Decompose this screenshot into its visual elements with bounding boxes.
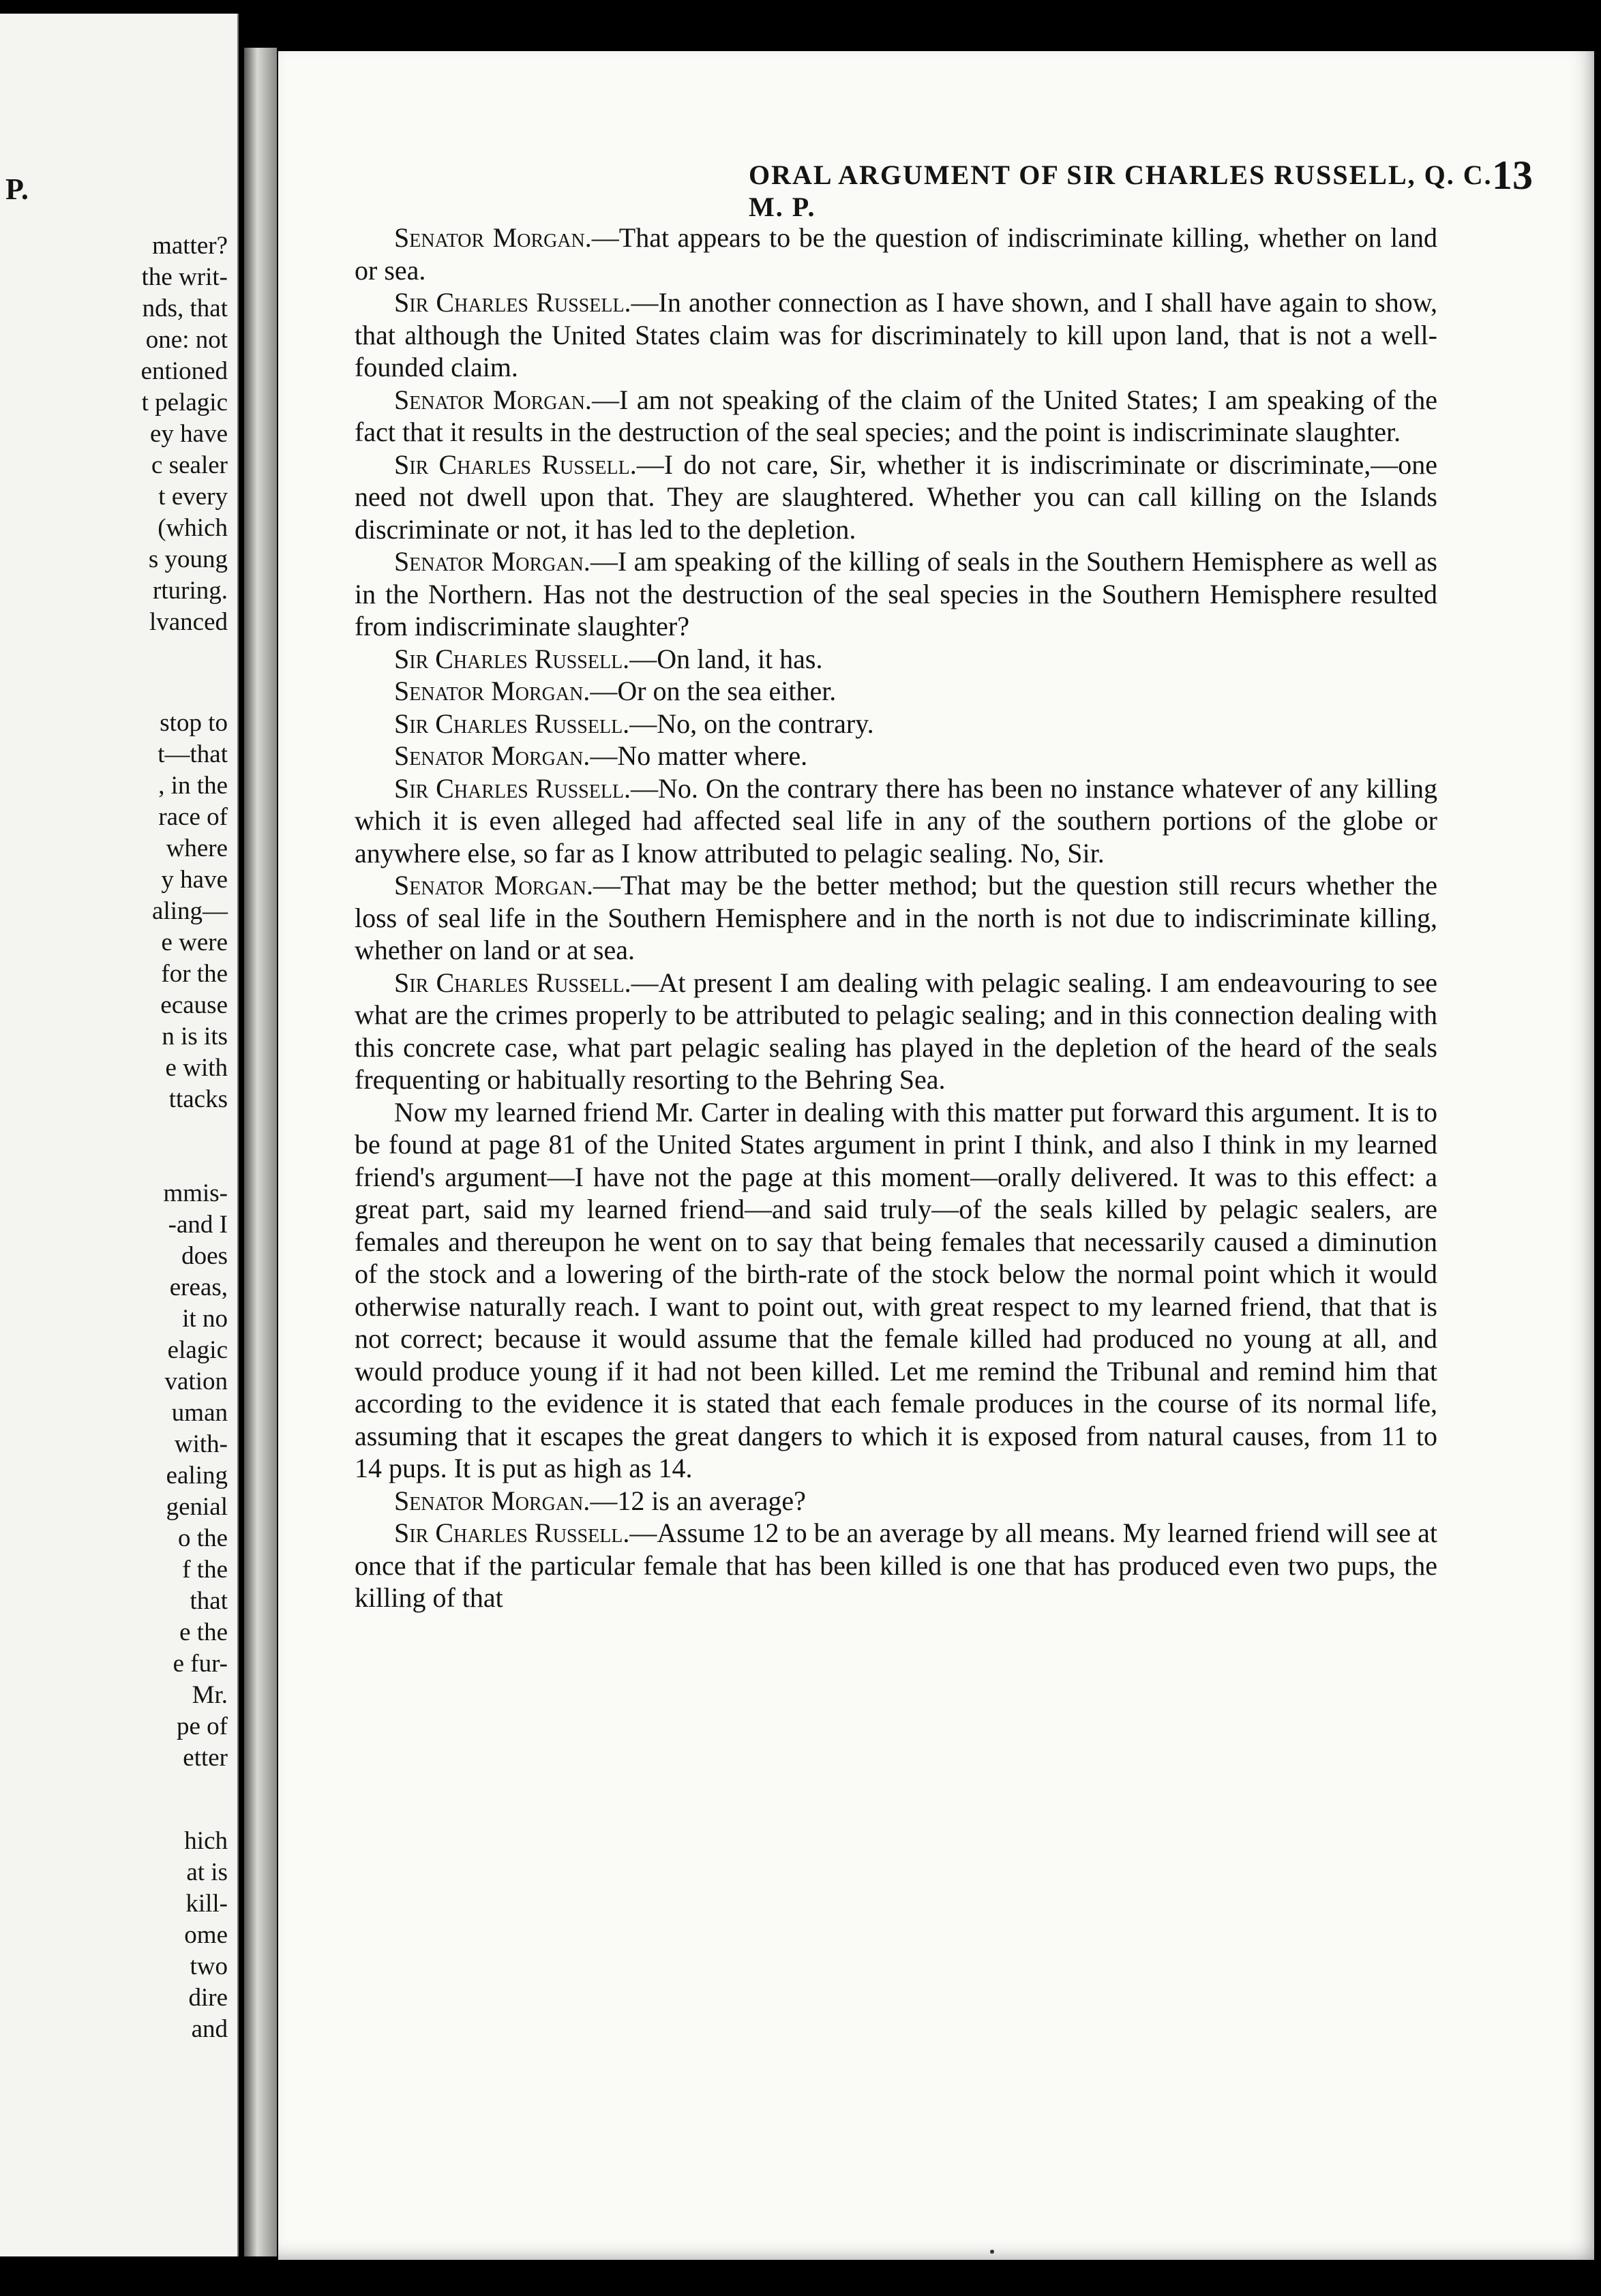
speaker-name: Senator Morgan. [394, 870, 593, 901]
fragment-line: e the [179, 1618, 228, 1646]
transcript-paragraph [355, 1096, 1437, 1485]
fragment-line: , in the [158, 772, 228, 800]
speaker-name: Sir Charles Russell. [394, 772, 631, 804]
fragment-line: where [166, 834, 228, 862]
fragment-line: it no [182, 1305, 228, 1333]
transcript-paragraph [355, 772, 1437, 870]
fragment-line: f the [182, 1556, 228, 1584]
previous-page-column-fragment [163, 1178, 228, 1774]
paragraph-text: —I am not speaking of the claim of the United States; I am speaking of the fact that it results in the destruction of the seal species; and the point is indiscriminate slaughter. [355, 384, 1437, 447]
transcript-paragraph [355, 643, 1437, 676]
paragraph-text: —That appears to be the question of indiscriminate killing, whether on land or sea. [355, 222, 1437, 286]
fragment-line: s young [148, 545, 228, 573]
fragment-line: dire [188, 1984, 228, 2012]
transcript-paragraph [355, 1517, 1437, 1614]
fragment-line: nds, that [142, 294, 228, 322]
paragraph-text: —At present I am dealing with pelagic sealing. I am endeavouring to see what are the crimes properly to be attributed to pelagic sealing; and in this connection dealing with this concrete case, what part pelagic sealing has played in the depletion of the heard of the seals frequenting or habitually resorting to the Behring Sea. [355, 967, 1437, 1095]
transcript-paragraph [355, 449, 1437, 546]
speaker-name: Sir Charles Russell. [394, 967, 631, 998]
paragraph-text: —On land, it has. [629, 643, 823, 674]
paragraph-text: Now my learned friend Mr. Carter in dealing with this matter put forward this argument. It is to be found at page 81 of the United States argument in print I think, and also I think in my learned friend's argument—I have not the page at this moment—orally delivered. It was to this effect: a great part, said my learned friend—and said truly—of the seals killed by pelagic sealers, are females and thereupon he went on to say that being females that necessarily caused a diminution of the stock and a lowering of the birth-rate of the stock below the normal point which it would otherwise naturally reach. I want to point out, with great respect to my learned friend, that that is not correct; because it would assume that the female killed had produced no young at all, and would produce young if it had not been killed. Let me remind the Tribunal and remind him that according to the evidence it is stated that each female produces in the course of its normal life, assuming that it escapes the great dangers to which it is exposed from natural causes, from 11 to 14 pups. It is put as high as 14. [355, 1096, 1437, 1483]
fragment-line: does [181, 1242, 228, 1270]
fragment-line: the writ- [141, 263, 228, 291]
speaker-name: Senator Morgan. [394, 676, 590, 706]
fragment-line: ealing [166, 1462, 228, 1490]
transcript-paragraph [355, 1485, 1437, 1517]
previous-page-fragment [0, 14, 239, 2256]
transcript-paragraph [355, 545, 1437, 643]
previous-page-column-fragment [152, 708, 228, 1115]
fragment-line: t every [158, 483, 228, 511]
transcript-paragraph [355, 384, 1437, 449]
fragment-line: uman [171, 1399, 228, 1427]
fragment-line: n is its [162, 1023, 228, 1051]
fragment-line: -and I [168, 1211, 228, 1239]
fragment-line: for the [161, 960, 228, 988]
fragment-line: and [191, 2015, 228, 2043]
fragment-line: hich [184, 1827, 228, 1855]
fragment-line: rturing. [153, 577, 228, 605]
fragment-line: t—that [158, 740, 228, 768]
book-binding-gutter [244, 48, 277, 2256]
transcript-paragraph [355, 222, 1437, 286]
fragment-line: stop to [160, 709, 228, 737]
page-number: 13 [1492, 153, 1533, 198]
speaker-name: Senator Morgan. [394, 546, 590, 577]
paragraph-text: —Or on the sea either. [590, 676, 837, 706]
fragment-line: ecause [160, 991, 228, 1019]
paragraph-text: —Assume 12 to be an average by all means. My learned friend will see at once that if the particular female that has been killed is one that has produced even two pups, the killing of that [355, 1517, 1437, 1613]
fragment-line: entioned [140, 357, 228, 385]
transcript-paragraph [355, 740, 1437, 772]
transcript-paragraph [355, 675, 1437, 708]
fragment-line: ereas, [169, 1273, 228, 1301]
fragment-line: kill- [185, 1890, 228, 1918]
speaker-name: Senator Morgan. [394, 740, 590, 771]
fragment-line: ome [184, 1921, 228, 1949]
fragment-line: o the [178, 1524, 228, 1552]
speaker-name: Sir Charles Russell. [394, 708, 630, 739]
print-speck [990, 2250, 994, 2254]
fragment-line: matter? [152, 232, 228, 260]
paragraph-text: —No matter where. [590, 740, 808, 771]
fragment-line: elagic [167, 1336, 228, 1364]
running-head-title: ORAL ARGUMENT OF SIR CHARLES RUSSELL, Q. C. M. P. [749, 160, 1493, 222]
transcript-paragraph [355, 967, 1437, 1096]
transcript-body [355, 222, 1437, 1614]
fragment-line: c sealer [151, 451, 228, 479]
fragment-line: ttacks [168, 1085, 228, 1113]
transcript-paragraph [355, 708, 1437, 740]
fragment-line: aling— [152, 897, 228, 925]
fragment-line: ey have [149, 420, 228, 448]
paragraph-text: —No, on the contrary. [629, 708, 874, 739]
fragment-line: e were [161, 928, 228, 956]
previous-page-header: P. [5, 172, 29, 206]
fragment-line: lvanced [149, 608, 228, 636]
paragraph-text: —I do not care, Sir, whether it is indiscriminate or discriminate,—one need not dwell upon that. They are slaughtered. Whether you can call killing on the Islands discriminate or not, it has led to the depletion. [355, 449, 1437, 545]
fragment-line: pe of [177, 1712, 228, 1740]
fragment-line: e fur- [173, 1650, 228, 1678]
speaker-name: Sir Charles Russell. [394, 287, 631, 318]
previous-page-column-fragment [184, 1826, 228, 2045]
fragment-line: two [190, 1952, 228, 1980]
fragment-line: (which [158, 514, 228, 542]
fragment-line: mmis- [163, 1179, 228, 1207]
fragment-line: e with [165, 1054, 228, 1082]
paragraph-text: —In another connection as I have shown, and I shall have again to show, that although the United States claim was for discriminately to kill upon land, that is not a well-founded claim. [355, 287, 1437, 382]
paragraph-text: —12 is an average? [590, 1485, 806, 1516]
fragment-line: etter [183, 1744, 228, 1772]
fragment-line: genial [166, 1493, 228, 1521]
running-head [435, 153, 1533, 222]
fragment-line: one: not [145, 326, 228, 354]
fragment-line: at is [186, 1858, 228, 1886]
paragraph-text: —I am speaking of the killing of seals in the Southern Hemisphere as well as in the Northern. Has not the destruction of the seal species in the Southern Hemisphere resulted from indiscriminate slaughter? [355, 546, 1437, 641]
book-page [278, 51, 1594, 2260]
fragment-line: with- [174, 1430, 228, 1458]
paragraph-text: —No. On the contrary there has been no instance whatever of any killing which it is even alleged had affected seal life in any of the southern portions of the globe or anywhere else, so far as I know attributed to pelagic sealing. No, Sir. [355, 772, 1437, 868]
speaker-name: Sir Charles Russell. [394, 1517, 630, 1548]
speaker-name: Senator Morgan. [394, 222, 592, 253]
speaker-name: Senator Morgan. [394, 384, 592, 415]
transcript-paragraph [355, 869, 1437, 967]
speaker-name: Senator Morgan. [394, 1485, 590, 1516]
previous-page-column-fragment [141, 230, 228, 638]
fragment-line: Mr. [192, 1681, 228, 1709]
fragment-line: t pelagic [141, 389, 228, 417]
speaker-name: Sir Charles Russell. [394, 449, 637, 480]
fragment-line: y have [161, 866, 228, 894]
fragment-line: race of [158, 803, 228, 831]
paragraph-text: —That may be the better method; but the question still recurs whether the loss of seal life in the Southern Hemisphere and in the north is not due to indiscriminate killing, whether on land or at sea. [355, 870, 1437, 965]
fragment-line: vation [164, 1368, 228, 1395]
speaker-name: Sir Charles Russell. [394, 643, 630, 674]
transcript-paragraph [355, 286, 1437, 384]
fragment-line: that [190, 1587, 228, 1615]
